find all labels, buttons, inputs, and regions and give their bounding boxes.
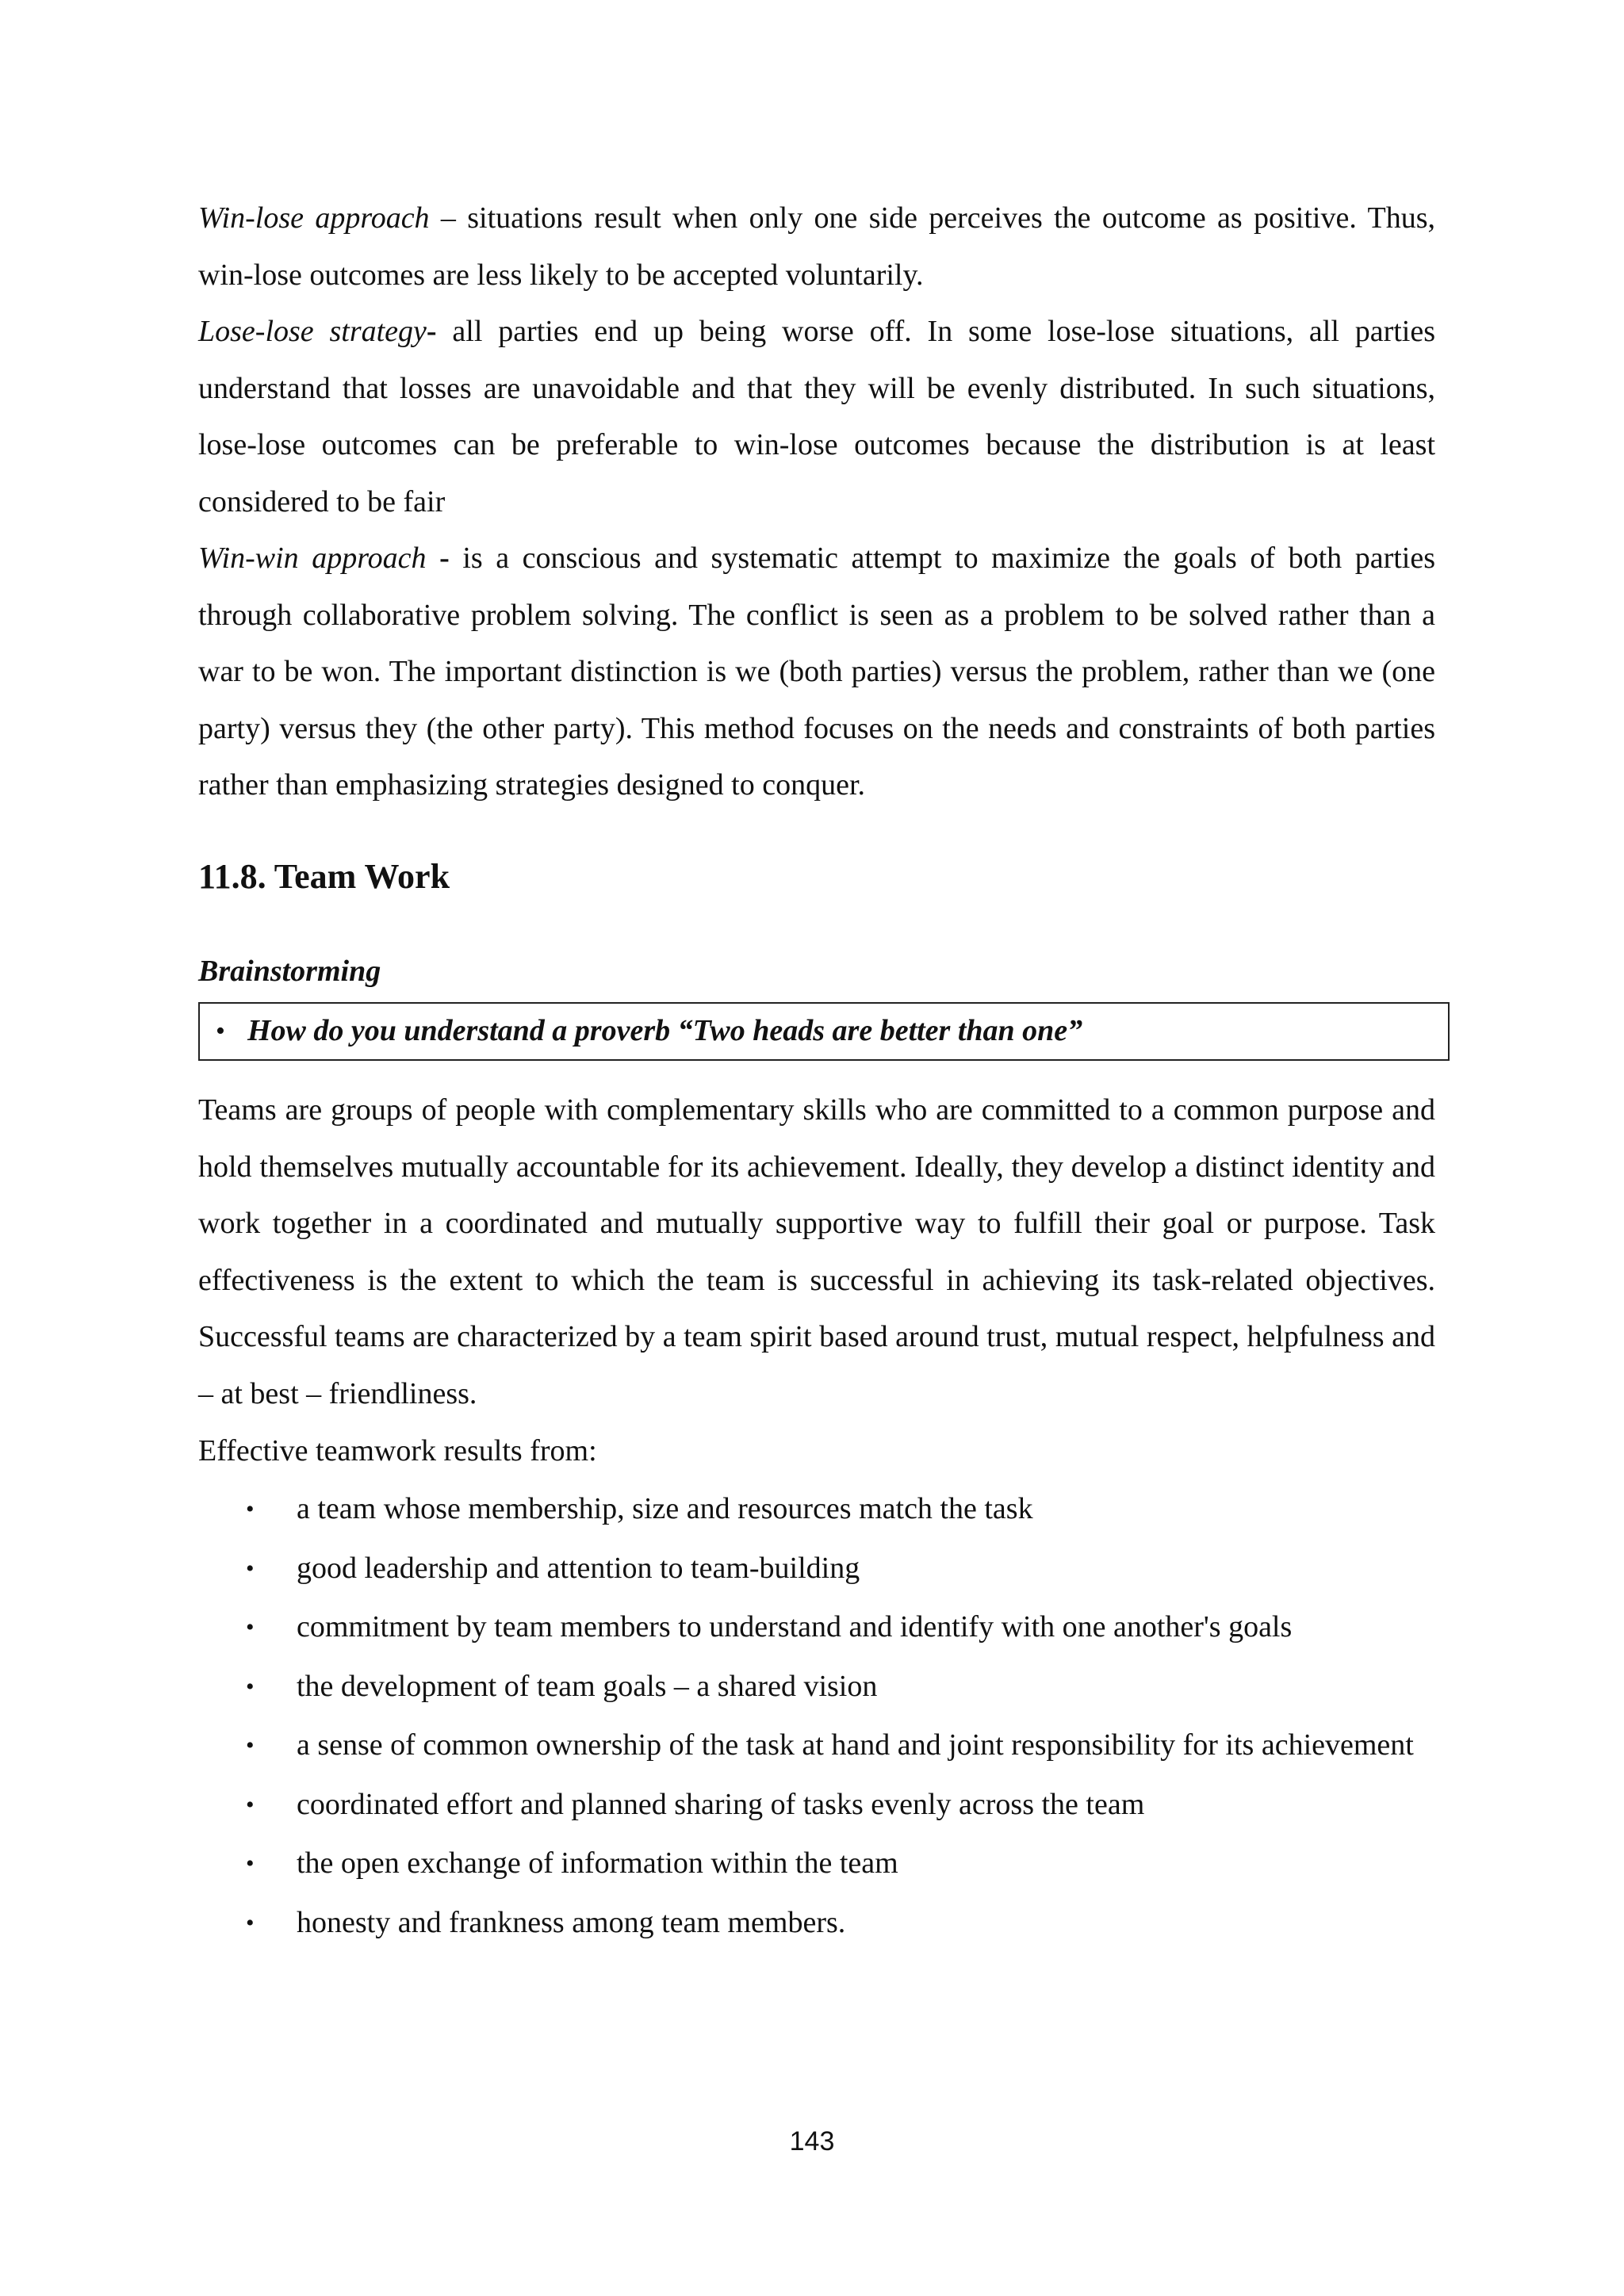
list-item — [198, 1835, 1435, 1892]
teams-section — [198, 1082, 1435, 1422]
bullet-icon: • — [246, 1909, 255, 1936]
list-item-text: commitment by team members to understand and identify with one another's goals — [297, 1610, 1293, 1644]
conflict-approaches-section — [198, 190, 1435, 814]
term-lose-lose: Lose-lose strategy — [198, 315, 427, 348]
question-box — [198, 1002, 1450, 1061]
separator: – — [429, 201, 468, 235]
separator: - — [426, 315, 453, 348]
term-win-lose: Win-lose approach — [198, 201, 430, 235]
list-item-text: a team whose membership, size and resources match the task — [297, 1492, 1033, 1525]
definition-win-lose: situations result when only one side perceives the outcome as positive. Thus, win-lose outcomes are less likely to be accepted voluntarily. — [198, 201, 1435, 292]
bullet-icon: • — [246, 1791, 255, 1818]
list-item — [198, 1599, 1435, 1656]
definition-lose-lose: all parties end up being worse off. In some lose-lose situations, all parties understand that losses are unavoidable and that they will be evenly distributed. In such situations, lose-lose outcomes can be preferable to win-lose outcomes because the distribution is at least considered to be fair — [198, 315, 1436, 519]
list-item-text: good leadership and attention to team-building — [297, 1551, 860, 1585]
paragraph-lose-lose — [198, 304, 1435, 530]
list-item — [198, 1540, 1435, 1598]
bullet-icon: • — [246, 1496, 255, 1522]
list-item-text: honesty and frankness among team members. — [297, 1905, 846, 1939]
paragraph-teams: Teams are groups of people with complementary skills who are committed to a common purpose and hold themselves mutually accountable for its achievement. Ideally, they develop a distinct identity and work together in a coordinated and mutually supportive way to fulfill their goal or purpose. Task effectiveness is the extent to which the team is successful in achieving its task-related objectives. Successful teams are characterized by a team spirit based around trust, mutual respect, helpfulness and – at best – friendliness. — [198, 1093, 1435, 1410]
separator: - — [426, 541, 463, 575]
paragraph-win-lose — [198, 190, 1435, 304]
bullet-icon: • — [246, 1614, 255, 1640]
list-item-text: the development of team goals – a shared vision — [297, 1669, 878, 1703]
list-item — [198, 1659, 1435, 1716]
bullet-icon: • — [246, 1673, 255, 1700]
bullet-icon: • — [246, 1732, 255, 1758]
teamwork-list — [198, 1481, 1435, 1954]
list-item-text: the open exchange of information within the team — [297, 1846, 898, 1880]
term-win-win: Win-win approach — [198, 541, 427, 575]
definition-win-win: is a conscious and systematic attempt to maximize the goals of both parties through collaborative problem solving. The conflict is seen as a problem to be solved rather than a war to be won. The important distinction is we (both parties) versus the problem, rather than we (one party) versus they (the other party). This method focuses on the needs and constraints of both parties rather than emphasizing strategies designed to conquer. — [198, 541, 1436, 802]
list-item-text: coordinated effort and planned sharing of tasks evenly across the team — [297, 1787, 1145, 1821]
subheading-brainstorming: Brainstorming — [198, 955, 381, 988]
bullet-icon: • — [246, 1850, 255, 1877]
page-number: 143 — [789, 2126, 835, 2156]
bullet-icon: • — [216, 1016, 225, 1046]
list-item — [198, 1717, 1435, 1774]
section-title: 11.8. Team Work — [198, 857, 450, 896]
list-intro: Effective teamwork results from: — [198, 1434, 597, 1468]
bullet-icon: • — [246, 1555, 255, 1582]
question-text: How do you understand a proverb “Two heads are better than one” — [247, 1014, 1083, 1047]
list-item-text: a sense of common ownership of the task at hand and joint responsibility for its achievement — [297, 1728, 1414, 1762]
list-item — [198, 1777, 1435, 1834]
paragraph-win-win — [198, 530, 1435, 814]
list-item — [198, 1481, 1435, 1538]
list-item — [198, 1895, 1435, 1952]
